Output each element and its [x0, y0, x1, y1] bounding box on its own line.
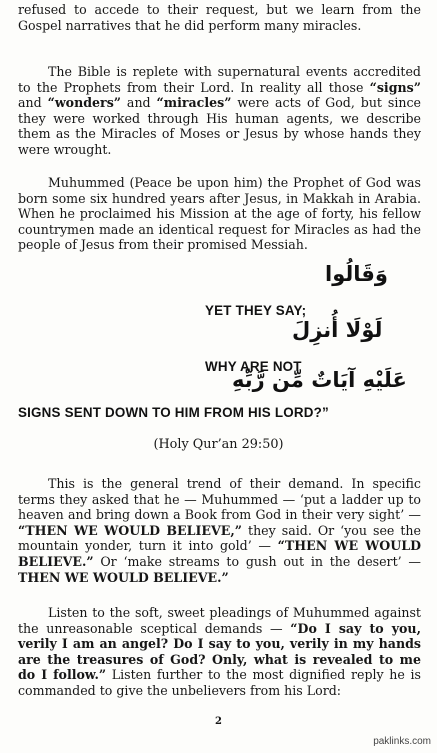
paragraph-3: [18, 175, 421, 253]
paragraph-5-text-c: Listen further to the most dignified reply he is commanded to give the unbelievers from his Lord:: [18, 667, 421, 698]
verse-line-3: SIGNS SENT DOWN TO HIM FROM HIS LORD?”: [18, 405, 329, 420]
signs-term: “signs”: [369, 79, 421, 95]
verse-line-1: YET THEY SAY;: [205, 303, 307, 318]
then-we-would-believe-1: “THEN WE WOULD BELIEVE,”: [18, 522, 242, 538]
wonders-term: “wonders”: [47, 95, 122, 111]
miracles-term: “miracles”: [156, 95, 232, 111]
conj-and: and: [18, 95, 48, 111]
paragraph-2-text-b: were acts of God, but since they were worked through His human agents, we describe them as the Miracles of Moses or Jesus by whose hands they were wrought.: [18, 95, 422, 157]
then-we-would-believe-3: THEN WE WOULD BELIEVE.”: [18, 569, 229, 585]
watermark: paklinks.com: [373, 736, 431, 747]
paragraph-2-text-a: The Bible is replete with supernatural events accredited to the Prophets from their Lord. In reality all those: [18, 64, 421, 95]
verse-line-2: WHY ARE NOT: [205, 359, 302, 374]
arabic-verse-1: وَقَالُوا: [325, 262, 388, 286]
page-number: 2: [215, 716, 222, 727]
paragraph-3-text: Muhummed (Peace be upon him) the Prophet of God was born some six hundred years after Jesus, in Makkah in Arabia. When he proclaimed his Mission at the age of forty, his fellow countrymen made an identical request for Miracles as had the people of Jesus from their promised Messiah.: [18, 175, 421, 253]
paragraph-5-text-a: Listen to the soft, sweet pleadings of Muhummed against the unreasonable sceptical demands —: [18, 605, 421, 636]
paragraph-4-text-c: they said. Or ‘you see the mountain yonder, turn it into gold’ —: [18, 522, 421, 554]
paragraph-4: [18, 476, 421, 585]
paragraph-4-text-e: Or ‘make streams to gush out in the desert’ —: [93, 553, 421, 569]
paragraph-1-text: refused to accede to their request, but we learn from the Gospel narratives that he did perform many miracles.: [18, 2, 421, 33]
paragraph-5: [18, 605, 421, 699]
arabic-verse-3: عَلَيْهِ آيَاتٌ مِّن رَّبِّهِ: [232, 368, 407, 392]
arabic-verse-2: لَوْلَا أُنزِلَ: [292, 318, 383, 342]
paragraph-2: [18, 64, 421, 158]
paragraph-1: [18, 2, 421, 33]
quoted-pleading: “Do I say to you, verily I am an angel? Do I say to you, verily in my hands are the treasures of God? Only, what is revealed to me do I follow.”: [18, 620, 421, 683]
paragraph-4-text-a: This is the general trend of their demand. In specific terms they asked that he — Muhummed — ‘put a ladder up to heaven and bring down a Book from God in their very sight’ —: [18, 476, 421, 523]
quran-reference: (Holy Qur’an 29:50): [153, 437, 284, 452]
conj-and-2: and: [121, 95, 157, 111]
then-we-would-believe-2: “THEN WE WOULD BELIEVE.”: [18, 538, 421, 569]
